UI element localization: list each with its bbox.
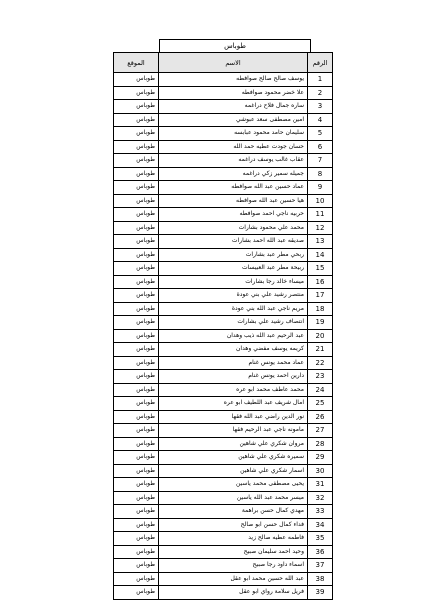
row-name: علا خضر محمود صوافطه xyxy=(159,86,308,100)
row-name: مروان شكري علي شاهين xyxy=(159,437,308,451)
table-row xyxy=(114,491,333,505)
row-number: 12 xyxy=(308,221,333,235)
row-location: طوباس xyxy=(114,451,159,465)
row-location: طوباس xyxy=(114,248,159,262)
row-location: طوباس xyxy=(114,518,159,532)
row-location: طوباس xyxy=(114,208,159,222)
row-name: مامونه ناجي عبد الرحيم فقها xyxy=(159,424,308,438)
row-name: سليمان حامد محمود عبابسه xyxy=(159,127,308,141)
table-row xyxy=(114,545,333,559)
row-name: انتصاف رشيد علي بشارات xyxy=(159,316,308,330)
table-body xyxy=(114,73,333,600)
row-name: ربيحة مطر عبد العبيسات xyxy=(159,262,308,276)
table-row xyxy=(114,275,333,289)
table-row xyxy=(114,181,333,195)
row-location: طوباس xyxy=(114,235,159,249)
row-name: فريل سلامة رواي ابو عقل xyxy=(159,586,308,600)
row-location: طوباس xyxy=(114,167,159,181)
row-name: محمد علي محمود بشارات xyxy=(159,221,308,235)
row-location: طوباس xyxy=(114,181,159,195)
row-name: عبد الله حسين محمد ابو عقل xyxy=(159,572,308,586)
row-name: هيا حسين عبد الله صوافطه xyxy=(159,194,308,208)
row-name: اسماء داود رجا صبيح xyxy=(159,559,308,573)
table-row xyxy=(114,437,333,451)
row-location: طوباس xyxy=(114,127,159,141)
table-row xyxy=(114,464,333,478)
row-location: طوباس xyxy=(114,302,159,316)
row-name: يوسف صالح صالح صوافطه xyxy=(159,73,308,87)
table-row xyxy=(114,478,333,492)
table-row xyxy=(114,100,333,114)
table-row xyxy=(114,248,333,262)
table-row xyxy=(114,329,333,343)
row-number: 39 xyxy=(308,586,333,600)
table-row xyxy=(114,410,333,424)
table-row xyxy=(114,86,333,100)
row-location: طوباس xyxy=(114,329,159,343)
row-location: طوباس xyxy=(114,505,159,519)
table-row xyxy=(114,194,333,208)
row-name: دارين احمد يونس غنام xyxy=(159,370,308,384)
row-location: طوباس xyxy=(114,262,159,276)
table-row xyxy=(114,316,333,330)
table-row xyxy=(114,397,333,411)
table-row xyxy=(114,302,333,316)
row-name: امين مصطفى سعد عبوشي xyxy=(159,113,308,127)
row-location: طوباس xyxy=(114,113,159,127)
row-name: صديقه عبد الله احمد بشارات xyxy=(159,235,308,249)
row-name: نور الدين راضي عبد الله فقها xyxy=(159,410,308,424)
row-location: طوباس xyxy=(114,73,159,87)
row-number: 9 xyxy=(308,181,333,195)
row-number: 10 xyxy=(308,194,333,208)
row-location: طوباس xyxy=(114,559,159,573)
row-name: عقاب غالب يوسف دراغمه xyxy=(159,154,308,168)
row-number: 3 xyxy=(308,100,333,114)
row-number: 17 xyxy=(308,289,333,303)
row-number: 19 xyxy=(308,316,333,330)
row-location: طوباس xyxy=(114,410,159,424)
row-location: طوباس xyxy=(114,424,159,438)
row-name: اسمار شكري علي شاهين xyxy=(159,464,308,478)
header-location: الموقع xyxy=(114,53,159,73)
row-number: 15 xyxy=(308,262,333,276)
row-number: 22 xyxy=(308,356,333,370)
row-number: 14 xyxy=(308,248,333,262)
row-location: طوباس xyxy=(114,221,159,235)
row-number: 7 xyxy=(308,154,333,168)
table-row xyxy=(114,451,333,465)
row-name: ساره جمال فلاح دراغمه xyxy=(159,100,308,114)
row-name: فاطمه عطيه صالح زيد xyxy=(159,532,308,546)
row-name: كريمه يوسف مفضي وهدان xyxy=(159,343,308,357)
row-number: 2 xyxy=(308,86,333,100)
row-location: طوباس xyxy=(114,532,159,546)
table-row xyxy=(114,586,333,600)
row-number: 8 xyxy=(308,167,333,181)
row-number: 30 xyxy=(308,464,333,478)
header-num: الرقم xyxy=(308,53,333,73)
row-location: طوباس xyxy=(114,140,159,154)
table-row xyxy=(114,518,333,532)
row-number: 38 xyxy=(308,572,333,586)
section-title: طوباس xyxy=(159,39,311,52)
names-table xyxy=(113,52,333,600)
row-number: 31 xyxy=(308,478,333,492)
table-row xyxy=(114,127,333,141)
table-row xyxy=(114,167,333,181)
header-row xyxy=(114,53,333,73)
row-number: 6 xyxy=(308,140,333,154)
table-row xyxy=(114,343,333,357)
table-row xyxy=(114,140,333,154)
table-row xyxy=(114,289,333,303)
row-name: مهدي كمال حسن براهمة xyxy=(159,505,308,519)
row-name: محمد عاطف محمد ابو عره xyxy=(159,383,308,397)
row-location: طوباس xyxy=(114,343,159,357)
row-location: طوباس xyxy=(114,86,159,100)
row-number: 36 xyxy=(308,545,333,559)
row-location: طوباس xyxy=(114,154,159,168)
table-row xyxy=(114,154,333,168)
row-number: 11 xyxy=(308,208,333,222)
row-number: 5 xyxy=(308,127,333,141)
row-location: طوباس xyxy=(114,316,159,330)
row-number: 20 xyxy=(308,329,333,343)
table-row xyxy=(114,424,333,438)
row-number: 35 xyxy=(308,532,333,546)
row-number: 32 xyxy=(308,491,333,505)
row-location: طوباس xyxy=(114,586,159,600)
row-name: حربيه ناجي احمد صوافطه xyxy=(159,208,308,222)
row-name: ربحي مطر عبد بشارات xyxy=(159,248,308,262)
table-row xyxy=(114,235,333,249)
row-location: طوباس xyxy=(114,275,159,289)
table-row xyxy=(114,370,333,384)
row-number: 21 xyxy=(308,343,333,357)
row-name: جميله سمير زكي دراغمه xyxy=(159,167,308,181)
table-row xyxy=(114,356,333,370)
row-location: طوباس xyxy=(114,545,159,559)
row-name: عبد الرحيم عبد الله ذيب وهدان xyxy=(159,329,308,343)
row-number: 24 xyxy=(308,383,333,397)
table-row xyxy=(114,262,333,276)
row-location: طوباس xyxy=(114,397,159,411)
row-location: طوباس xyxy=(114,289,159,303)
row-number: 29 xyxy=(308,451,333,465)
table-row xyxy=(114,505,333,519)
row-number: 1 xyxy=(308,73,333,87)
row-name: يحيى مصطفى محمد ياسين xyxy=(159,478,308,492)
row-number: 28 xyxy=(308,437,333,451)
row-location: طوباس xyxy=(114,194,159,208)
row-name: امال شريف عبد اللطيف ابو عره xyxy=(159,397,308,411)
table-row xyxy=(114,532,333,546)
row-number: 4 xyxy=(308,113,333,127)
row-number: 26 xyxy=(308,410,333,424)
table-row xyxy=(114,572,333,586)
row-name: ميساء خالد رجا بشارات xyxy=(159,275,308,289)
row-location: طوباس xyxy=(114,356,159,370)
row-number: 25 xyxy=(308,397,333,411)
row-name: ميسر محمد عبد الله ياسين xyxy=(159,491,308,505)
row-location: طوباس xyxy=(114,100,159,114)
row-location: طوباس xyxy=(114,491,159,505)
table-row xyxy=(114,383,333,397)
row-number: 23 xyxy=(308,370,333,384)
table-row xyxy=(114,113,333,127)
row-location: طوباس xyxy=(114,383,159,397)
row-number: 16 xyxy=(308,275,333,289)
row-name: فداء كمال حسن ابو صالح xyxy=(159,518,308,532)
row-name: وحيد احمد سليمان صبيح xyxy=(159,545,308,559)
table-row xyxy=(114,221,333,235)
table-row xyxy=(114,208,333,222)
row-number: 18 xyxy=(308,302,333,316)
row-number: 13 xyxy=(308,235,333,249)
header-name: الاسم xyxy=(159,53,308,73)
row-number: 33 xyxy=(308,505,333,519)
row-number: 34 xyxy=(308,518,333,532)
table-row xyxy=(114,559,333,573)
row-name: حسان جودت عطيه حمد الله xyxy=(159,140,308,154)
row-name: عماد حسين عبد الله صوافطه xyxy=(159,181,308,195)
row-number: 27 xyxy=(308,424,333,438)
row-number: 37 xyxy=(308,559,333,573)
row-name: مريم ناجي عبد الله بني عودة xyxy=(159,302,308,316)
row-location: طوباس xyxy=(114,370,159,384)
row-location: طوباس xyxy=(114,572,159,586)
row-location: طوباس xyxy=(114,478,159,492)
row-location: طوباس xyxy=(114,464,159,478)
row-location: طوباس xyxy=(114,437,159,451)
row-name: عماد محمد يونس غنام xyxy=(159,356,308,370)
row-name: سميره شكري علي شاهين xyxy=(159,451,308,465)
row-name: منتصر رشيد علي بني عودة xyxy=(159,289,308,303)
table-row xyxy=(114,73,333,87)
